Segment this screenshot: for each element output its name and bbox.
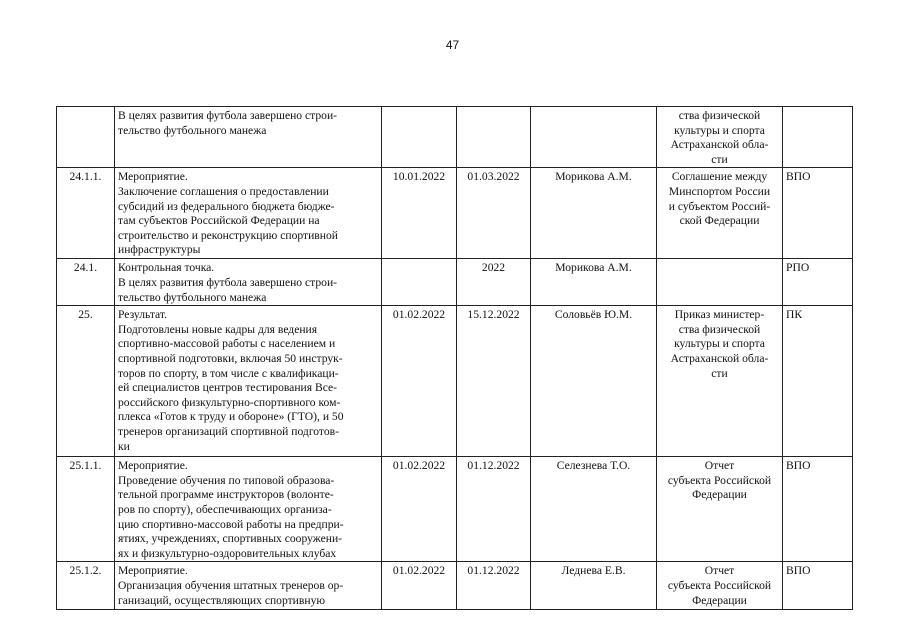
description-line: Организация обучения штатных тренеров ор- [118,578,344,592]
document-cell [657,168,783,259]
description-line: тельной программе инструкторов (волонте- [118,488,334,502]
description-line: спортивно-массовой работы с населением и [118,337,336,351]
description-line: инфраструктуры [118,243,201,257]
description-line: российского физкультурно-спортивного ком- [118,395,341,409]
description-cell [115,306,382,457]
start-date: 01.02.2022 [392,459,446,473]
document-line: и субъектом Россий- [668,199,771,213]
document-line: культуры и спорта [674,123,765,137]
document-line: Федерации [692,593,747,607]
description-line: тренеров организаций спортивной подготов- [118,424,339,438]
description-line: цию спортивно-массовой работы на предпри- [118,517,344,531]
description-line: спортивной подготовки, включая 50 инструк- [118,351,343,365]
end-date-cell [457,562,531,610]
item-number-cell [57,168,115,259]
responsible-person: Селезнева Т.О. [556,459,631,473]
level-code: ПК [786,308,803,322]
table-row [57,168,853,259]
item-number-cell [57,259,115,306]
end-date: 01.12.2022 [467,459,520,473]
item-number-cell [57,562,115,610]
end-date-cell [457,168,531,259]
level-cell [783,259,853,306]
document-cell [657,259,783,306]
document-line: Астраханской обла- [670,351,769,365]
description-line: ки [118,439,130,453]
item-number-cell [57,107,115,168]
table-row [57,259,853,306]
responsible-cell [531,107,657,168]
description-line: Заключение соглашения о предоставлении [118,184,329,198]
item-number: 25. [78,308,93,322]
description-line: Результат. [118,308,167,322]
description-line: Мероприятие. [118,459,188,473]
start-date-cell [382,562,457,610]
description-line: субсидий из федерального бюджета бюдже- [118,199,335,213]
responsible-cell [531,259,657,306]
description-line: Контрольная точка. [118,261,215,275]
level-cell [783,562,853,610]
start-date: 01.02.2022 [392,564,446,578]
description-line: ей специалистов центров тестирования Все- [118,381,337,395]
item-number-cell [57,457,115,562]
start-date-cell [382,107,457,168]
responsible-cell [531,562,657,610]
description-line: ганизаций, осуществляющих спортивную [118,593,326,607]
table-row [57,562,853,610]
description-line: В целях развития футбола завершено строи- [118,109,338,122]
start-date: 10.01.2022 [392,170,446,184]
level-code: ВПО [786,564,811,578]
start-date-cell [382,306,457,457]
description-cell [115,107,382,168]
item-number: 24.1. [73,261,98,275]
item-number: 24.1.1. [69,170,102,184]
description-cell [115,259,382,306]
description-line: ров по спорту), обеспечивающих организа- [118,502,332,516]
description-cell [115,168,382,259]
page-number: 47 [445,38,460,52]
end-date: 15.12.2022 [467,308,520,322]
level-cell [783,168,853,259]
document-line: Приказ министер- [674,308,765,322]
responsible-cell [531,306,657,457]
end-date: 2022 [481,261,506,275]
item-number: 25.1.2. [69,564,102,578]
table-row [57,107,853,168]
level-cell [783,306,853,457]
description-line: Мероприятие. [118,170,188,184]
document-line: сти [711,366,728,380]
description-cell [115,457,382,562]
document-line: культуры и спорта [674,337,765,351]
level-code: РПО [786,261,810,275]
description-line: торов по спорту, в том числе с квалификаци- [118,366,339,380]
end-date-cell [457,107,531,168]
start-date: 01.02.2022 [392,308,446,322]
description-cell [115,562,382,610]
document-line: субъекта Российской [667,473,772,487]
item-number-cell [57,306,115,457]
start-date-cell [382,457,457,562]
responsible-person: Морикова А.М. [555,170,632,184]
document-line: Астраханской обла- [670,138,769,152]
description-line: тельство футбольного манежа [118,290,267,304]
level-code: ВПО [786,459,811,473]
description-line: Проведение обучения по типовой образова- [118,473,335,487]
document-line: Отчет [704,459,735,473]
document-line: субъекта Российской [667,578,772,592]
responsible-person: Морикова А.М. [555,261,632,275]
table-row [57,457,853,562]
end-date-cell [457,259,531,306]
description-line: плекса «Готов к труду и обороне» (ГТО), и 50 [118,410,344,424]
responsible-person: Леднева Е.В. [561,564,626,578]
document-line: ства физической [678,322,761,336]
description-line: там субъектов Российской Федерации на [118,214,320,228]
description-line: В целях развития футбола завершено строи- [118,275,338,289]
start-date-cell [382,168,457,259]
document-cell [657,306,783,457]
document-line: Соглашение между [671,170,768,184]
level-code: ВПО [786,170,811,184]
end-date-cell [457,457,531,562]
responsible-cell [531,457,657,562]
document-line: Федерации [692,488,747,502]
description-line: тельство футбольного манежа [118,123,267,137]
responsible-cell [531,168,657,259]
table-row [57,306,853,457]
document-cell [657,107,783,168]
responsible-person: Соловьёв Ю.М. [554,308,633,322]
document-cell [657,562,783,610]
document-line: сти [711,152,728,166]
end-date: 01.03.2022 [467,170,520,184]
document-line: Минспортом России [668,184,771,198]
description-line: Подготовлены новые кадры для ведения [118,322,318,336]
document-line: ской Федерации [679,214,760,228]
document-line: ства физической [678,109,761,122]
description-line: строительство и реконструкцию спортивной [118,228,338,242]
item-number: 25.1.1. [69,459,102,473]
level-cell [783,457,853,562]
start-date-cell [382,259,457,306]
description-line: ях и физкультурно-оздоровительных клубах [118,546,337,560]
end-date: 01.12.2022 [467,564,520,578]
description-line: Мероприятие. [118,564,188,578]
end-date-cell [457,306,531,457]
document-line: Отчет [704,564,735,578]
document-cell [657,457,783,562]
plan-table [56,106,853,610]
description-line: ятиях, учреждениях, спортивных сооружени- [118,532,343,546]
level-cell [783,107,853,168]
